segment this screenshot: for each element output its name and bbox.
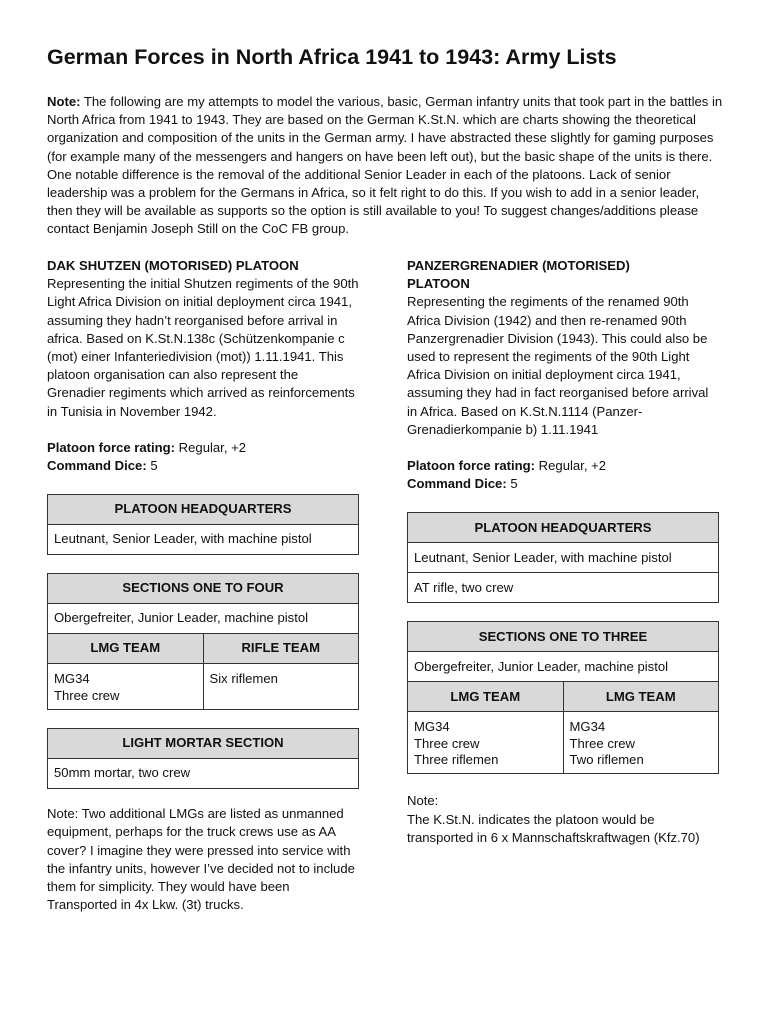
left-sections-header: SECTIONS ONE TO FOUR: [48, 574, 359, 604]
right-heading: PANZERGRENADIER (MOTORISED) PLATOON: [407, 258, 630, 292]
intro-text: The following are my attempts to model the various, basic, German infantry units that took part in the battles in North Africa from 1941 to 1943. They are based on the German K.St.N. which are charts showing the theoretical organization and composition of the units in the German army. I have abstracted these slightly for gaming purposes (for example many of the messengers and hangers on have been left out), but the basic shape of the units is there. One notable difference is the removal of the additional Senior Leader in each of the platoons. Lack of senior leadership was a problem for the Germans in Africa, so it felt right to do this. If you wish to add in a senior leader, then they will be available as supports so the option is still available to you! To suggest changes/additions please contact Benjamin Joseph Still on the CoC FB group.: [47, 94, 723, 237]
right-sections-leader: Obergefreiter, Junior Leader, machine pistol: [408, 652, 719, 682]
left-sections-leader: Obergefreiter, Junior Leader, machine pistol: [48, 604, 359, 634]
intro-paragraph: [47, 93, 727, 239]
left-team-a-header: LMG TEAM: [48, 634, 204, 664]
right-team-b-header: LMG TEAM: [563, 682, 719, 712]
right-rating-label: Platoon force rating:: [407, 458, 536, 474]
left-team-a-body: MG34 Three crew: [48, 664, 204, 710]
right-dice-value: 5: [506, 476, 518, 492]
left-sections-table: [47, 573, 359, 710]
right-rating-value: Regular, +2: [535, 458, 607, 474]
right-note: Note: The K.St.N. indicates the platoon would be transported in 6 x Mannschaftskraftwagen (Kfz.70): [407, 793, 700, 845]
left-force-rating: [47, 439, 359, 457]
intro-note-label: Note:: [47, 94, 81, 109]
left-dice-value: 5: [146, 458, 158, 474]
right-description: Representing the regiments of the renamed 90th Africa Division (1942) and then re-renamed 90th Panzergrenadier Division (1943). This could also be used to represent the regiments of the 90th Light Africa Division on initial deployment circa 1941, assuming they had in fact reorganised before arrival in Africa. Based on K.St.N.1114 (Panzer-Grenadierkompanie b) 1.11.1941: [407, 294, 709, 437]
right-team-a-body: MG34 Three crew Three riflemen: [408, 712, 564, 774]
right-team-b-body: MG34 Three crew Two riflemen: [563, 712, 719, 774]
left-heading: DAK SHUTZEN (MOTORISED) PLATOON: [47, 258, 299, 273]
right-team-a-header: LMG TEAM: [408, 682, 564, 712]
right-dice-label: Command Dice:: [407, 476, 507, 492]
left-team-b-header: RIFLE TEAM: [203, 634, 359, 664]
left-team-b-body: Six riflemen: [203, 664, 359, 710]
left-mortar-table: [47, 728, 359, 789]
right-hq-header: PLATOON HEADQUARTERS: [408, 513, 719, 543]
right-sections-table: [407, 621, 719, 774]
right-hq-row-2: AT rifle, two crew: [408, 573, 719, 603]
right-hq-table: [407, 512, 719, 603]
right-column: [407, 257, 719, 847]
left-rating-value: Regular, +2: [175, 439, 247, 455]
left-note: Note: Two additional LMGs are listed as unmanned equipment, perhaps for the truck crews use as AA cover? I imagine they were pressed into service with the infantry units, however I’ve decided not to include them for simplicity. They would have been Transported in 4x Lkw. (3t) trucks.: [47, 806, 355, 913]
left-rating-label: Platoon force rating:: [47, 439, 176, 455]
left-mortar-header: LIGHT MORTAR SECTION: [48, 729, 359, 759]
left-hq-header: PLATOON HEADQUARTERS: [48, 495, 359, 525]
right-force-rating: [407, 457, 719, 475]
right-hq-row-1: Leutnant, Senior Leader, with machine pistol: [408, 543, 719, 573]
left-hq-table: [47, 494, 359, 555]
left-command-dice: [47, 457, 359, 475]
right-command-dice: [407, 475, 719, 493]
left-column: [47, 257, 359, 914]
page-title: German Forces in North Africa 1941 to 1943: Army Lists: [47, 45, 617, 69]
left-description: Representing the initial Shutzen regiments of the 90th Light Africa Division on initial deployment circa 1941, assuming they hadn’t reorganised before arrival in africa. Based on K.St.N.138c (Schützenkompanie c (mot) einer Infanteriedivision (mot)) 1.11.1941. This platoon organisation can also represent the Grenadier regiments which arrived as reinforcements in Tunisia in November 1942.: [47, 276, 359, 419]
left-hq-row: Leutnant, Senior Leader, with machine pistol: [48, 525, 359, 555]
right-sections-header: SECTIONS ONE TO THREE: [408, 622, 719, 652]
left-mortar-row: 50mm mortar, two crew: [48, 759, 359, 789]
left-dice-label: Command Dice:: [47, 458, 147, 474]
